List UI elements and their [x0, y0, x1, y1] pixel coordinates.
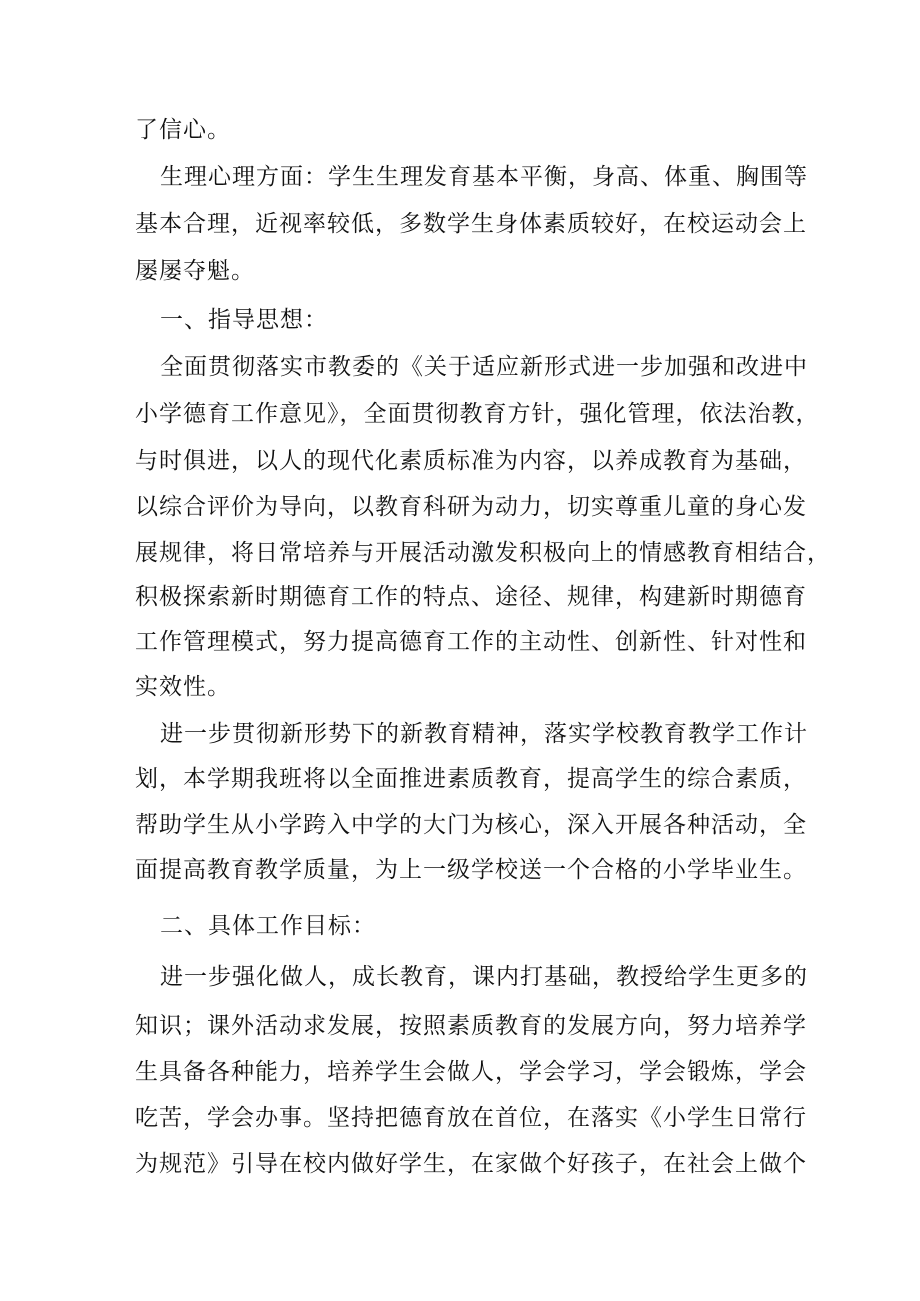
text-line: 吃苦，学会办事。坚持把德育放在首位，在落实《小学生日常行	[135, 1105, 807, 1131]
text-line: 进一步强化做人，成长教育，课内打基础，教授给学生更多的	[160, 964, 808, 990]
text-line: 小学德育工作意见》，全面贯彻教育方针，强化管理，依法治教，	[135, 401, 820, 427]
section-heading: 一、指导思想：	[160, 307, 328, 333]
text-line: 以综合评价为导向，以教育科研为动力，切实尊重儿童的身心发	[135, 494, 807, 520]
text-line: 基本合理，近视率较低，多数学生身体素质较好，在校运动会上	[135, 211, 807, 237]
text-line: 生具备各种能力，培养学生会做人，学会学习，学会锻炼，学会	[135, 1059, 807, 1085]
text-line: 了信心。	[135, 117, 231, 143]
text-line: 屡屡夺魁。	[135, 258, 255, 284]
text-line: 面提高教育教学质量，为上一级学校送一个合格的小学毕业生。	[135, 857, 807, 883]
text-line: 帮助学生从小学跨入中学的大门为核心，深入开展各种活动，全	[135, 812, 807, 838]
text-line: 实效性。	[135, 674, 231, 700]
section-heading: 二、具体工作目标：	[160, 913, 376, 939]
text-line: 知识；课外活动求发展，按照素质教育的发展方向，努力培养学	[135, 1013, 807, 1039]
text-line: 全面贯彻落实市教委的《关于适应新形式进一步加强和改进中	[160, 354, 808, 380]
text-line: 与时俱进，以人的现代化素质标准为内容，以养成教育为基础，	[135, 448, 807, 474]
text-line: 为规范》引导在校内做好学生，在家做个好孩子，在社会上做个	[135, 1151, 807, 1177]
text-line: 积极探索新时期德育工作的特点、途径、规律，构建新时期德育	[135, 584, 807, 610]
text-line: 进一步贯彻新形势下的新教育精神，落实学校教育教学工作计	[160, 721, 808, 747]
text-line: 工作管理模式，努力提高德育工作的主动性、创新性、针对性和	[135, 629, 807, 655]
text-line: 划，本学期我班将以全面推进素质教育，提高学生的综合素质，	[135, 766, 807, 792]
text-line: 生理心理方面：学生生理发育基本平衡，身高、体重、胸围等	[160, 164, 808, 190]
text-line: 展规律，将日常培养与开展活动激发积极向上的情感教育相结合，	[135, 540, 831, 566]
